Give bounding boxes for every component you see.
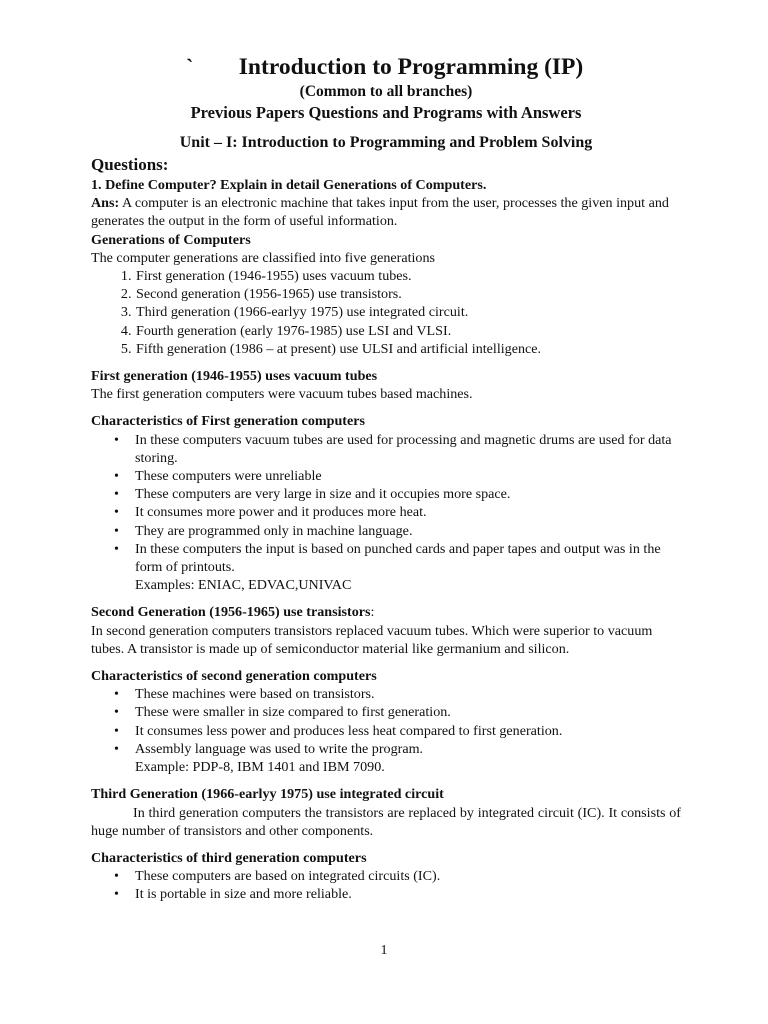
second-gen-char-list bbox=[91, 685, 681, 758]
list-item: • These computers are very large in size and it occupies more space. bbox=[135, 485, 681, 503]
second-gen-text: In second generation computers transistors replaced vacuum tubes. Which were superior to vacuum tubes. A transistor is made up of semiconductor material like germanium and silicon. bbox=[91, 622, 653, 657]
unit-heading: Unit – I: Introduction to Programming and Problem Solving bbox=[179, 134, 593, 151]
list-item: • In these computers the input is based on punched cards and paper tapes and output was in the form of printouts. bbox=[135, 540, 681, 576]
list-item: • They are programmed only in machine language. bbox=[135, 522, 681, 540]
list-item: • It is portable in size and more reliable. bbox=[135, 885, 681, 903]
second-gen-char-heading: Characteristics of second generation computers bbox=[91, 668, 377, 685]
list-item: • These machines were based on transistors. bbox=[135, 685, 681, 703]
stray-backtick: ` bbox=[186, 54, 194, 79]
first-gen-char-heading: Characteristics of First generation computers bbox=[91, 413, 365, 430]
list-item: 2. Second generation (1956-1965) use transistors. bbox=[135, 285, 681, 303]
answer-paragraph bbox=[91, 194, 681, 230]
third-gen-heading: Third Generation (1966-earlyy 1975) use integrated circuit bbox=[91, 786, 444, 803]
list-item: • These computers were unreliable bbox=[135, 467, 681, 485]
second-gen-heading: Second Generation (1956-1965) use transistors bbox=[91, 604, 371, 621]
list-item: 5. Fifth generation (1986 – at present) use ULSI and artificial intelligence. bbox=[135, 340, 681, 358]
document-subtitle: (Common to all branches) bbox=[299, 83, 473, 100]
list-item: • Assembly language was used to write the program. bbox=[135, 740, 681, 758]
list-item: 4. Fourth generation (early 1976-1985) use LSI and VLSI. bbox=[135, 322, 681, 340]
first-gen-char-list bbox=[91, 431, 681, 577]
list-item: • These computers are based on integrated circuits (IC). bbox=[135, 867, 681, 885]
page-number: 1 bbox=[380, 943, 388, 958]
generations-heading: Generations of Computers bbox=[91, 231, 251, 248]
third-gen-char-list bbox=[91, 867, 681, 903]
list-item: 3. Third generation (1966-earlyy 1975) use integrated circuit. bbox=[135, 303, 681, 321]
generations-intro: The computer generations are classified into five generations bbox=[91, 249, 435, 266]
list-item: • It consumes more power and it produces more heat. bbox=[135, 503, 681, 521]
first-gen-text: The first generation computers were vacuum tubes based machines. bbox=[91, 386, 473, 403]
list-item: 1. First generation (1946-1955) uses vacuum tubes. bbox=[135, 267, 681, 285]
generations-list bbox=[91, 267, 681, 358]
answer-label: Ans: bbox=[91, 195, 120, 212]
document-title: Introduction to Programming (IP) bbox=[238, 54, 584, 80]
document-page bbox=[91, 52, 681, 904]
questions-label: Questions: bbox=[91, 155, 169, 174]
first-gen-examples: Examples: ENIAC, EDVAC,UNIVAC bbox=[135, 577, 352, 594]
second-gen-heading-line bbox=[91, 603, 681, 621]
second-gen-heading-colon: : bbox=[370, 604, 375, 621]
third-gen-text: In third generation computers the transistors are replaced by integrated circuit (IC). It consists of huge number of transistors and other components. bbox=[91, 804, 681, 839]
list-item: • It consumes less power and produces less heat compared to first generation. bbox=[135, 722, 681, 740]
list-item: • These were smaller in size compared to first generation. bbox=[135, 703, 681, 721]
answer-text: A computer is an electronic machine that takes input from the user, processes the given input and generates the output in the form of useful information. bbox=[91, 195, 669, 230]
question-1: 1. Define Computer? Explain in detail Generations of Computers. bbox=[91, 177, 487, 193]
third-gen-char-heading: Characteristics of third generation computers bbox=[91, 849, 367, 866]
document-subheading: Previous Papers Questions and Programs with Answers bbox=[190, 103, 582, 122]
first-gen-heading: First generation (1946-1955) uses vacuum tubes bbox=[91, 368, 378, 385]
second-gen-example: Example: PDP-8, IBM 1401 and IBM 7090. bbox=[135, 759, 385, 776]
list-item: • In these computers vacuum tubes are used for processing and magnetic drums are used for data storing. bbox=[135, 431, 681, 467]
